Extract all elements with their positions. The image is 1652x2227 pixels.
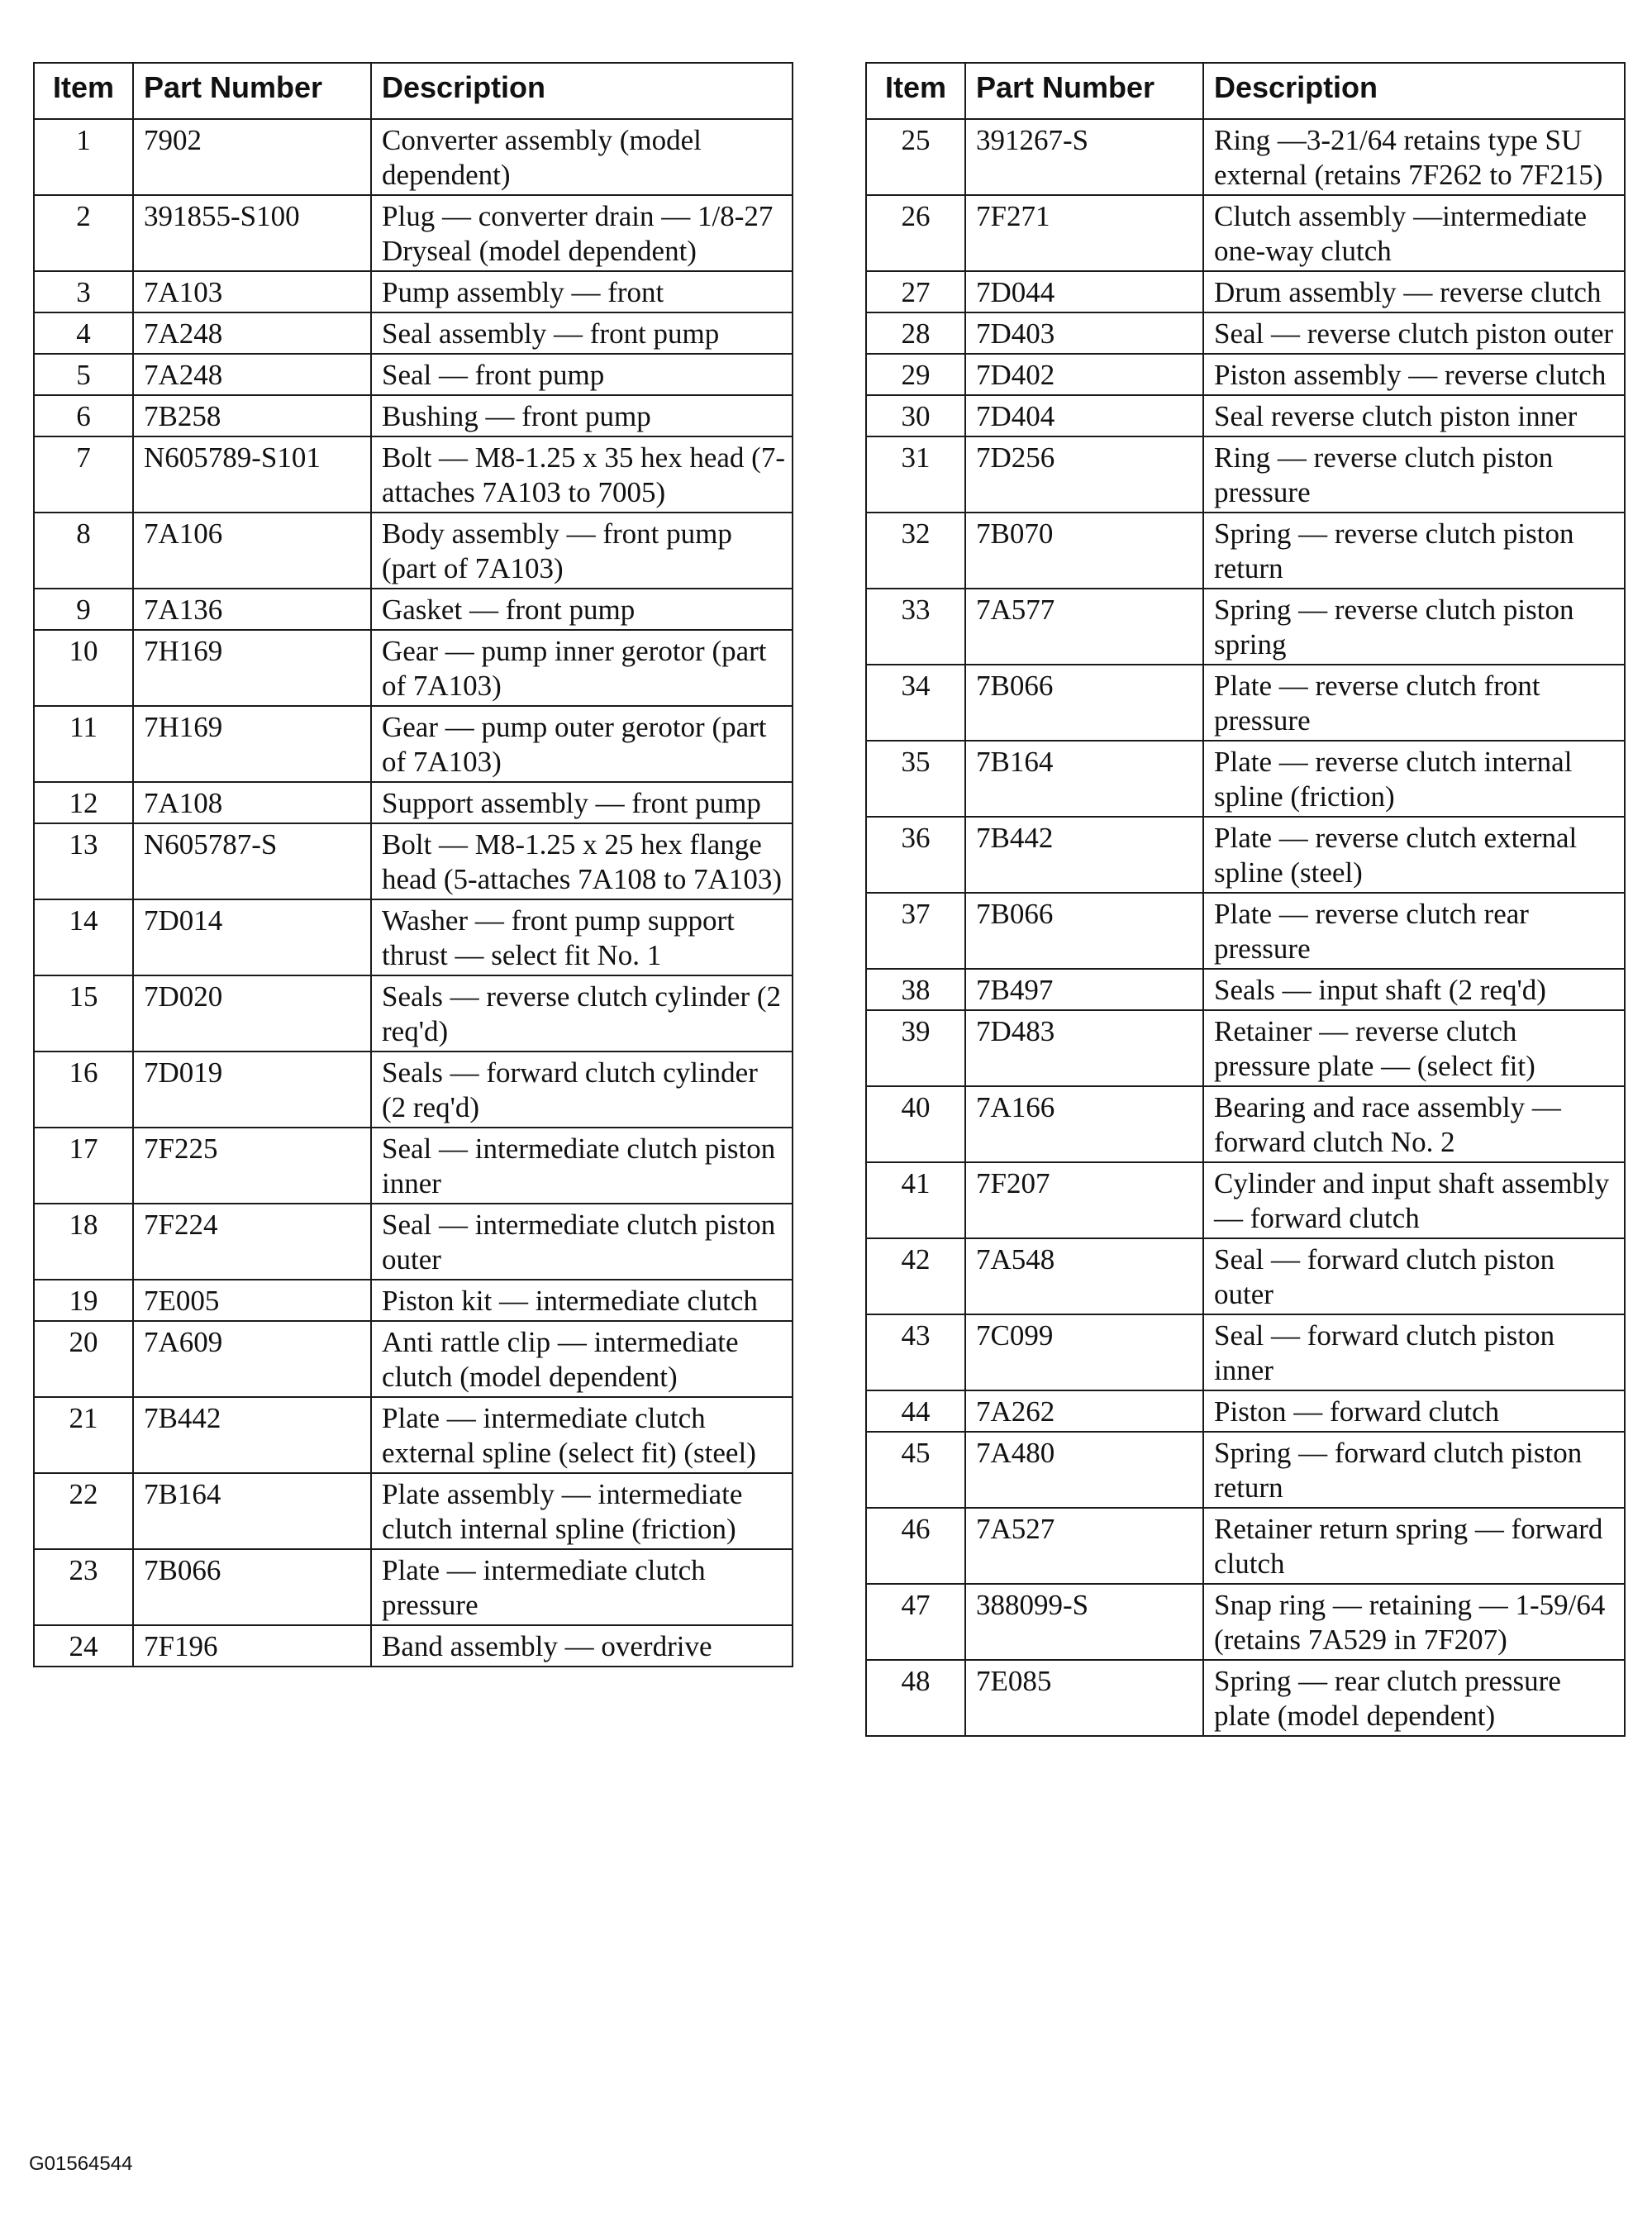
table-row	[34, 823, 793, 899]
description-cell: Body assembly — front pump (part of 7A103)	[371, 513, 793, 589]
part-number-cell: 7A166	[965, 1086, 1203, 1162]
part-number-cell: 7E085	[965, 1660, 1203, 1736]
item-number-cell: 18	[34, 1204, 133, 1280]
description-column-header: Description	[371, 63, 793, 119]
item-number-cell: 46	[866, 1508, 965, 1584]
description-cell: Bolt — M8-1.25 x 35 hex head (7-attaches 7A103 to 7005)	[371, 436, 793, 513]
table-body-left	[34, 119, 793, 1667]
item-number-cell: 43	[866, 1314, 965, 1390]
description-cell: Plate — reverse clutch front pressure	[1203, 665, 1625, 741]
description-cell: Plate assembly — intermediate clutch internal spline (friction)	[371, 1473, 793, 1549]
table-row	[34, 899, 793, 975]
table-row	[866, 1432, 1625, 1508]
item-number-cell: 42	[866, 1238, 965, 1314]
table-row	[866, 1660, 1625, 1736]
part-number-cell: 7F207	[965, 1162, 1203, 1238]
item-column-header: Item	[34, 63, 133, 119]
description-cell: Drum assembly — reverse clutch	[1203, 271, 1625, 312]
table-row	[866, 513, 1625, 589]
description-cell: Piston — forward clutch	[1203, 1390, 1625, 1432]
part-number-cell: 7B164	[133, 1473, 371, 1549]
part-number-cell: 391267-S	[965, 119, 1203, 195]
part-number-cell: N605787-S	[133, 823, 371, 899]
table-row	[34, 195, 793, 271]
part-number-cell: 7D402	[965, 354, 1203, 395]
table-row	[34, 589, 793, 630]
table-row	[34, 119, 793, 195]
table-row	[34, 1473, 793, 1549]
item-number-cell: 10	[34, 630, 133, 706]
part-number-cell: 7A577	[965, 589, 1203, 665]
part-number-cell: 7A248	[133, 354, 371, 395]
table-row	[34, 354, 793, 395]
description-cell: Bearing and race assembly — forward clutch No. 2	[1203, 1086, 1625, 1162]
table-row	[34, 1321, 793, 1397]
table-row	[866, 1238, 1625, 1314]
item-number-cell: 40	[866, 1086, 965, 1162]
description-cell: Support assembly — front pump	[371, 782, 793, 823]
table-row	[34, 630, 793, 706]
item-number-cell: 23	[34, 1549, 133, 1625]
table-row	[34, 1052, 793, 1128]
item-number-cell: 33	[866, 589, 965, 665]
item-number-cell: 2	[34, 195, 133, 271]
item-number-cell: 44	[866, 1390, 965, 1432]
item-number-cell: 47	[866, 1584, 965, 1660]
part-number-cell: 7D403	[965, 312, 1203, 354]
item-number-cell: 8	[34, 513, 133, 589]
part-number-column-header: Part Number	[133, 63, 371, 119]
part-number-cell: 7A548	[965, 1238, 1203, 1314]
description-cell: Ring — reverse clutch piston pressure	[1203, 436, 1625, 513]
description-cell: Spring — reverse clutch piston return	[1203, 513, 1625, 589]
part-number-cell: 7902	[133, 119, 371, 195]
table-row	[34, 395, 793, 436]
table-row	[866, 1314, 1625, 1390]
table-row	[34, 1204, 793, 1280]
description-cell: Seal — forward clutch piston outer	[1203, 1238, 1625, 1314]
description-cell: Clutch assembly —intermediate one-way clutch	[1203, 195, 1625, 271]
table-row	[866, 969, 1625, 1010]
part-number-cell: 7B442	[965, 817, 1203, 893]
part-number-column-header: Part Number	[965, 63, 1203, 119]
item-number-cell: 39	[866, 1010, 965, 1086]
table-row	[34, 312, 793, 354]
item-number-cell: 38	[866, 969, 965, 1010]
part-number-cell: 7D014	[133, 899, 371, 975]
item-number-cell: 21	[34, 1397, 133, 1473]
part-number-cell: 7H169	[133, 706, 371, 782]
description-cell: Seal assembly — front pump	[371, 312, 793, 354]
description-cell: Seals — reverse clutch cylinder (2 req'd)	[371, 975, 793, 1052]
item-number-cell: 11	[34, 706, 133, 782]
description-cell: Spring — rear clutch pressure plate (model dependent)	[1203, 1660, 1625, 1736]
item-number-cell: 15	[34, 975, 133, 1052]
item-column-header: Item	[866, 63, 965, 119]
item-number-cell: 48	[866, 1660, 965, 1736]
table-row	[866, 271, 1625, 312]
description-cell: Spring — forward clutch piston return	[1203, 1432, 1625, 1508]
description-cell: Seal reverse clutch piston inner	[1203, 395, 1625, 436]
table-row	[34, 1625, 793, 1667]
description-cell: Gasket — front pump	[371, 589, 793, 630]
part-number-cell: 7D020	[133, 975, 371, 1052]
item-number-cell: 27	[866, 271, 965, 312]
parts-table-right	[865, 62, 1626, 1737]
item-number-cell: 24	[34, 1625, 133, 1667]
part-number-cell: 7D256	[965, 436, 1203, 513]
description-column-header: Description	[1203, 63, 1625, 119]
item-number-cell: 37	[866, 893, 965, 969]
item-number-cell: 3	[34, 271, 133, 312]
description-cell: Gear — pump inner gerotor (part of 7A103)	[371, 630, 793, 706]
item-number-cell: 9	[34, 589, 133, 630]
table-row	[866, 395, 1625, 436]
part-number-cell: 7A106	[133, 513, 371, 589]
table-row	[34, 706, 793, 782]
table-row	[866, 436, 1625, 513]
item-number-cell: 12	[34, 782, 133, 823]
part-number-cell: 7B066	[965, 893, 1203, 969]
part-number-cell: 7A609	[133, 1321, 371, 1397]
part-number-cell: 7F196	[133, 1625, 371, 1667]
description-cell: Piston assembly — reverse clutch	[1203, 354, 1625, 395]
part-number-cell: 7D483	[965, 1010, 1203, 1086]
item-number-cell: 6	[34, 395, 133, 436]
part-number-cell: 388099-S	[965, 1584, 1203, 1660]
description-cell: Seal — front pump	[371, 354, 793, 395]
description-cell: Band assembly — overdrive	[371, 1625, 793, 1667]
table-row	[34, 1128, 793, 1204]
item-number-cell: 13	[34, 823, 133, 899]
item-number-cell: 34	[866, 665, 965, 741]
table-header-row	[34, 63, 793, 119]
table-row	[866, 1162, 1625, 1238]
part-number-cell: 7B258	[133, 395, 371, 436]
item-number-cell: 28	[866, 312, 965, 354]
table-row	[866, 1508, 1625, 1584]
part-number-cell: 7E005	[133, 1280, 371, 1321]
description-cell: Ring —3-21/64 retains type SU external (retains 7F262 to 7F215)	[1203, 119, 1625, 195]
table-row	[866, 1010, 1625, 1086]
part-number-cell: 7A248	[133, 312, 371, 354]
description-cell: Seal — intermediate clutch piston inner	[371, 1128, 793, 1204]
description-cell: Bolt — M8-1.25 x 25 hex flange head (5-attaches 7A108 to 7A103)	[371, 823, 793, 899]
part-number-cell: 7A262	[965, 1390, 1203, 1432]
part-number-cell: 7A480	[965, 1432, 1203, 1508]
table-row	[866, 1584, 1625, 1660]
description-cell: Plate — reverse clutch external spline (steel)	[1203, 817, 1625, 893]
description-cell: Seal — forward clutch piston inner	[1203, 1314, 1625, 1390]
part-number-cell: 7H169	[133, 630, 371, 706]
description-cell: Plate — reverse clutch internal spline (friction)	[1203, 741, 1625, 817]
part-number-cell: N605789-S101	[133, 436, 371, 513]
table-header-row	[866, 63, 1625, 119]
part-number-cell: 7B164	[965, 741, 1203, 817]
part-number-cell: 7F271	[965, 195, 1203, 271]
item-number-cell: 19	[34, 1280, 133, 1321]
part-number-cell: 7A136	[133, 589, 371, 630]
item-number-cell: 30	[866, 395, 965, 436]
part-number-cell: 7B070	[965, 513, 1203, 589]
table-row	[866, 893, 1625, 969]
description-cell: Plate — intermediate clutch external spline (select fit) (steel)	[371, 1397, 793, 1473]
table-row	[866, 741, 1625, 817]
description-cell: Seal — intermediate clutch piston outer	[371, 1204, 793, 1280]
table-row	[34, 436, 793, 513]
description-cell: Seal — reverse clutch piston outer	[1203, 312, 1625, 354]
table-row	[34, 271, 793, 312]
parts-table-left	[33, 62, 793, 1667]
part-number-cell: 7B066	[965, 665, 1203, 741]
description-cell: Cylinder and input shaft assembly — forward clutch	[1203, 1162, 1625, 1238]
item-number-cell: 36	[866, 817, 965, 893]
description-cell: Washer — front pump support thrust — select fit No. 1	[371, 899, 793, 975]
item-number-cell: 4	[34, 312, 133, 354]
description-cell: Spring — reverse clutch piston spring	[1203, 589, 1625, 665]
table-row	[866, 119, 1625, 195]
item-number-cell: 14	[34, 899, 133, 975]
part-number-cell: 7D019	[133, 1052, 371, 1128]
item-number-cell: 7	[34, 436, 133, 513]
part-number-cell: 7A108	[133, 782, 371, 823]
description-cell: Gear — pump outer gerotor (part of 7A103)	[371, 706, 793, 782]
part-number-cell: 7A103	[133, 271, 371, 312]
description-cell: Plate — intermediate clutch pressure	[371, 1549, 793, 1625]
item-number-cell: 1	[34, 119, 133, 195]
item-number-cell: 26	[866, 195, 965, 271]
item-number-cell: 32	[866, 513, 965, 589]
table-row	[866, 1390, 1625, 1432]
description-cell: Retainer return spring — forward clutch	[1203, 1508, 1625, 1584]
description-cell: Piston kit — intermediate clutch	[371, 1280, 793, 1321]
item-number-cell: 45	[866, 1432, 965, 1508]
part-number-cell: 7B442	[133, 1397, 371, 1473]
description-cell: Bushing — front pump	[371, 395, 793, 436]
part-number-cell: 7D044	[965, 271, 1203, 312]
table-row	[866, 665, 1625, 741]
table-row	[34, 513, 793, 589]
description-cell: Seals — input shaft (2 req'd)	[1203, 969, 1625, 1010]
part-number-cell: 7B066	[133, 1549, 371, 1625]
description-cell: Pump assembly — front	[371, 271, 793, 312]
part-number-cell: 7D404	[965, 395, 1203, 436]
description-cell: Retainer — reverse clutch pressure plate — (select fit)	[1203, 1010, 1625, 1086]
item-number-cell: 16	[34, 1052, 133, 1128]
description-cell: Plate — reverse clutch rear pressure	[1203, 893, 1625, 969]
part-number-cell: 7C099	[965, 1314, 1203, 1390]
table-body-right	[866, 119, 1625, 1736]
item-number-cell: 5	[34, 354, 133, 395]
table-row	[866, 195, 1625, 271]
part-number-cell: 391855-S100	[133, 195, 371, 271]
description-cell: Plug — converter drain — 1/8-27 Dryseal (model dependent)	[371, 195, 793, 271]
table-row	[866, 312, 1625, 354]
item-number-cell: 22	[34, 1473, 133, 1549]
item-number-cell: 41	[866, 1162, 965, 1238]
item-number-cell: 17	[34, 1128, 133, 1204]
table-row	[866, 1086, 1625, 1162]
table-row	[866, 589, 1625, 665]
part-number-cell: 7A527	[965, 1508, 1203, 1584]
table-row	[34, 1549, 793, 1625]
part-number-cell: 7B497	[965, 969, 1203, 1010]
item-number-cell: 35	[866, 741, 965, 817]
description-cell: Anti rattle clip — intermediate clutch (model dependent)	[371, 1321, 793, 1397]
description-cell: Converter assembly (model dependent)	[371, 119, 793, 195]
figure-code: G01564544	[29, 2153, 133, 2175]
part-number-cell: 7F224	[133, 1204, 371, 1280]
table-row	[34, 782, 793, 823]
table-row	[866, 817, 1625, 893]
description-cell: Seals — forward clutch cylinder (2 req'd)	[371, 1052, 793, 1128]
item-number-cell: 25	[866, 119, 965, 195]
description-cell: Snap ring — retaining — 1-59/64 (retains 7A529 in 7F207)	[1203, 1584, 1625, 1660]
table-row	[866, 354, 1625, 395]
item-number-cell: 20	[34, 1321, 133, 1397]
item-number-cell: 31	[866, 436, 965, 513]
table-row	[34, 975, 793, 1052]
part-number-cell: 7F225	[133, 1128, 371, 1204]
item-number-cell: 29	[866, 354, 965, 395]
table-row	[34, 1397, 793, 1473]
table-row	[34, 1280, 793, 1321]
